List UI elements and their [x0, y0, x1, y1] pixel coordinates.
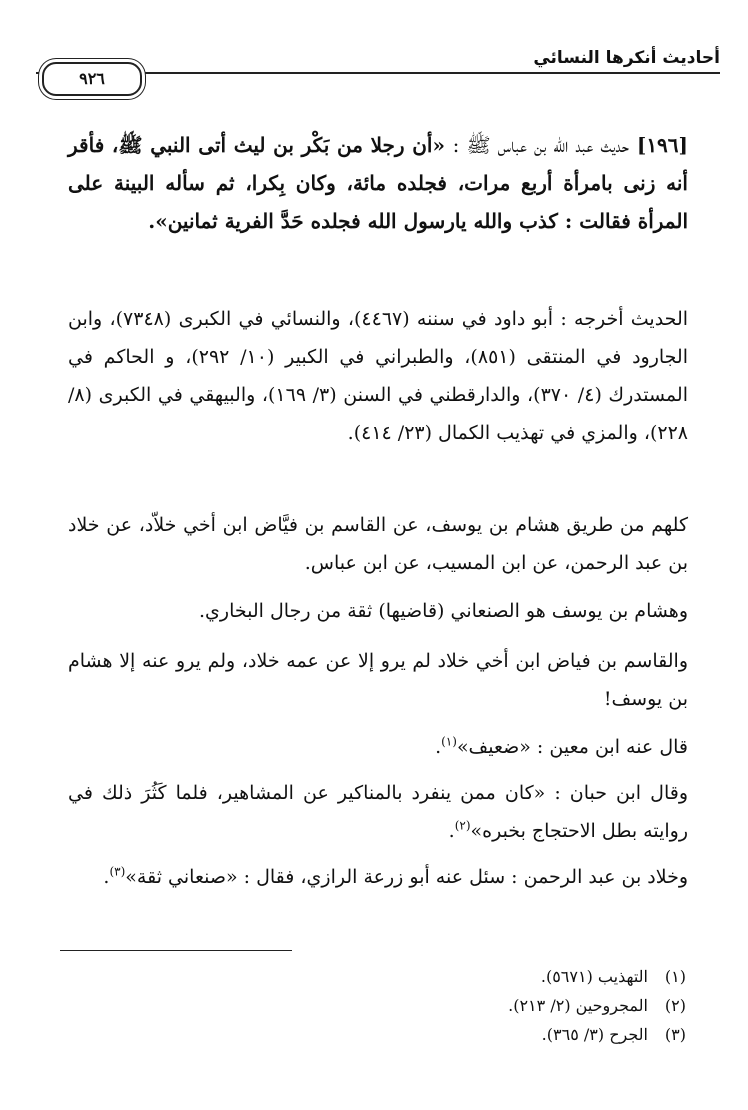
khallad-text: وخلاد بن عبد الرحمن : سئل عنه أبو زرعة الرازي، فقال : «صنعاني ثقة» — [125, 866, 688, 888]
footnote-item — [66, 1020, 686, 1049]
footnote-ref-1: (١) — [441, 734, 457, 749]
footnote-separator — [60, 950, 292, 951]
footnote-mark: (١) — [664, 967, 686, 986]
footnote-text: التهذيب (٥٦٧١). — [540, 967, 648, 986]
hadith-paragraph — [68, 126, 688, 240]
takhrij-paragraph: الحديث أخرجه : أبو داود في سننه (٤٤٦٧)، والنسائي في الكبرى (٧٣٤٨)، وابن الجارود في المنتقى (٨٥١)، والطبراني في الكبير (١٠/ ٢٩٢)، و الحاكم في المستدرك (٤/ ٣٧٠)، والدارقطني في السنن (٣/ ١٦٩)، والبيهقي في الكبرى (٨/ ٢٢٨)، والمزي في تهذيب الكمال (٢٣/ ٤١٤). — [68, 308, 689, 444]
page-number-badge: ٩٢٦ — [42, 62, 142, 96]
ibn-hibban-paragraph: وقال ابن حبان : «كان ممن ينفرد بالمناكير عن المشاهير، فلما كَثُرَ ذلك في روايته بطل الاحتجاج بخبره»$^{(٢)}$. — [68, 782, 688, 842]
qasim-paragraph: والقاسم بن فياض ابن أخي خلاد لم يرو إلا عن عمه خلاد، ولم يرو عنه إلا هشام بن يوسف! — [68, 650, 688, 710]
footnote-mark: (٣) — [664, 1025, 686, 1044]
khallad-paragraph: وخلاد بن عبد الرحمن : سئل عنه أبو زرعة الرازي، فقال : «صنعاني ثقة»$^{(٣)}$. — [103, 864, 688, 888]
hadith-intro: حديث عبد الله بن عباس ﷺ : — [452, 133, 630, 157]
footnote-ref-3: (٣) — [109, 864, 126, 879]
hisham-paragraph: وهشام بن يوسف هو الصنعاني (قاضيها) ثقة من رجال البخاري. — [199, 600, 688, 622]
isnad-paragraph: كلهم من طريق هشام بن يوسف، عن القاسم بن فيَّاض ابن أخي خلاّد، عن خلاد بن عبد الرحمن، عن ابن المسيب، عن ابن عباس. — [68, 514, 688, 574]
hadith-text: «أن رجلا من بَكْر بن ليث أتى النبي ﷺ، فأقر أنه زنى بامرأة أربع مرات، فجلده مائة، وكان بِكرا، ثم سأله البينة على المرأة فقالت : كذب والله يارسول الله فجلده حَدَّ الفرية ثمانين». — [68, 133, 688, 233]
running-header-title: أحاديث أنكرها النسائي — [533, 48, 720, 68]
footnote-item — [66, 991, 686, 1020]
ibn-maeen-text: قال عنه ابن معين : «ضعيف» — [456, 736, 688, 758]
ibn-maeen-paragraph: قال عنه ابن معين : «ضعيف»$^{(١)}$. — [435, 734, 688, 758]
footnote-item — [66, 962, 686, 991]
footnote-ref-2: (٢) — [454, 818, 471, 833]
footnotes — [66, 962, 686, 1049]
footnote-text: الجرح (٣/ ٣٦٥). — [541, 1025, 648, 1044]
footnote-mark: (٢) — [664, 996, 686, 1015]
ibn-hibban-text: وقال ابن حبان : «كان ممن ينفرد بالمناكير عن المشاهير، فلما كَثُرَ ذلك في روايته بطل الاحتجاج بخبره» — [68, 782, 688, 842]
footnote-text: المجروحين (٢/ ٢١٣). — [508, 996, 648, 1015]
hadith-number: [١٩٦] — [636, 133, 689, 157]
